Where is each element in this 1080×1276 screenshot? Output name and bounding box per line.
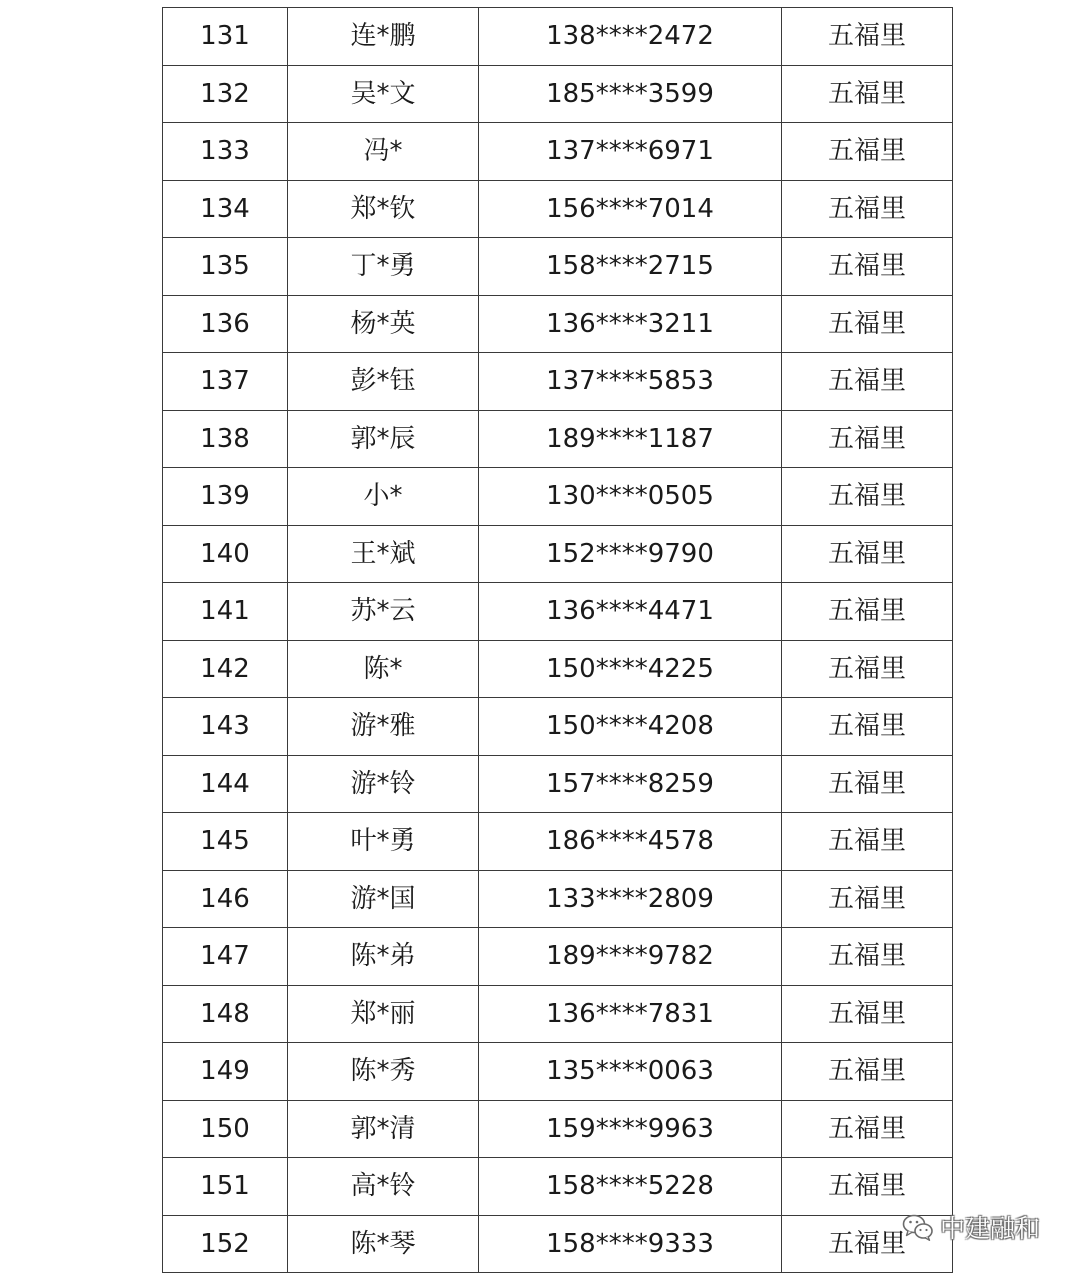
row-number-cell: 142 (163, 640, 288, 698)
community-cell: 五福里 (782, 123, 953, 181)
name-cell: 游*雅 (288, 698, 479, 756)
watermark (902, 1210, 1040, 1244)
community-cell: 五福里 (782, 928, 953, 986)
phone-cell: 133****2809 (479, 870, 782, 928)
phone-cell: 156****7014 (479, 180, 782, 238)
phone-cell: 189****9782 (479, 928, 782, 986)
phone-cell: 137****5853 (479, 353, 782, 411)
community-cell: 五福里 (782, 525, 953, 583)
table-row (163, 583, 953, 641)
row-number-cell: 144 (163, 755, 288, 813)
row-number-cell: 138 (163, 410, 288, 468)
name-cell: 高*铃 (288, 1158, 479, 1216)
community-cell: 五福里 (782, 870, 953, 928)
row-number-cell: 151 (163, 1158, 288, 1216)
phone-cell: 158****9333 (479, 1215, 782, 1273)
community-cell: 五福里 (782, 1215, 953, 1273)
community-cell: 五福里 (782, 1043, 953, 1101)
phone-cell: 186****4578 (479, 813, 782, 871)
watermark-text: 中建融和 (940, 1214, 1041, 1243)
phone-cell: 130****0505 (479, 468, 782, 526)
community-cell: 五福里 (782, 640, 953, 698)
table-row (163, 813, 953, 871)
community-cell: 五福里 (782, 65, 953, 123)
phone-cell: 158****5228 (479, 1158, 782, 1216)
table-row (163, 1215, 953, 1273)
name-cell: 陈* (288, 640, 479, 698)
phone-cell: 189****1187 (479, 410, 782, 468)
phone-cell: 150****4208 (479, 698, 782, 756)
community-cell: 五福里 (782, 353, 953, 411)
table-row (163, 870, 953, 928)
row-number-cell: 135 (163, 238, 288, 296)
name-cell: 游*铃 (288, 755, 479, 813)
community-cell: 五福里 (782, 410, 953, 468)
name-cell: 冯* (288, 123, 479, 181)
community-cell: 五福里 (782, 755, 953, 813)
row-number-cell: 134 (163, 180, 288, 238)
row-number-cell: 133 (163, 123, 288, 181)
row-number-cell: 147 (163, 928, 288, 986)
row-number-cell: 131 (163, 8, 288, 66)
community-cell: 五福里 (782, 238, 953, 296)
name-cell: 连*鹏 (288, 8, 479, 66)
table-row (163, 698, 953, 756)
name-cell: 陈*秀 (288, 1043, 479, 1101)
name-cell: 小* (288, 468, 479, 526)
table-row (163, 123, 953, 181)
name-cell: 郭*清 (288, 1100, 479, 1158)
table-row (163, 295, 953, 353)
phone-cell: 136****7831 (479, 985, 782, 1043)
phone-cell: 136****3211 (479, 295, 782, 353)
row-number-cell: 136 (163, 295, 288, 353)
name-cell: 郭*辰 (288, 410, 479, 468)
phone-cell: 137****6971 (479, 123, 782, 181)
table-row (163, 238, 953, 296)
table-row (163, 928, 953, 986)
community-cell: 五福里 (782, 8, 953, 66)
phone-cell: 152****9790 (479, 525, 782, 583)
table-row (163, 468, 953, 526)
row-number-cell: 145 (163, 813, 288, 871)
row-number-cell: 143 (163, 698, 288, 756)
table-row (163, 1100, 953, 1158)
table-row (163, 180, 953, 238)
name-cell: 陈*琴 (288, 1215, 479, 1273)
name-cell: 杨*英 (288, 295, 479, 353)
community-cell: 五福里 (782, 985, 953, 1043)
phone-cell: 158****2715 (479, 238, 782, 296)
name-cell: 苏*云 (288, 583, 479, 641)
row-number-cell: 152 (163, 1215, 288, 1273)
phone-cell: 150****4225 (479, 640, 782, 698)
table-row (163, 1043, 953, 1101)
phone-cell: 136****4471 (479, 583, 782, 641)
community-cell: 五福里 (782, 813, 953, 871)
community-cell: 五福里 (782, 583, 953, 641)
row-number-cell: 146 (163, 870, 288, 928)
row-number-cell: 132 (163, 65, 288, 123)
community-cell: 五福里 (782, 1100, 953, 1158)
name-cell: 叶*勇 (288, 813, 479, 871)
phone-cell: 138****2472 (479, 8, 782, 66)
name-cell: 郑*丽 (288, 985, 479, 1043)
phone-cell: 157****8259 (479, 755, 782, 813)
phone-cell: 185****3599 (479, 65, 782, 123)
wechat-icon (902, 1212, 934, 1242)
row-number-cell: 140 (163, 525, 288, 583)
row-number-cell: 141 (163, 583, 288, 641)
name-cell: 陈*弟 (288, 928, 479, 986)
table-row (163, 755, 953, 813)
row-number-cell: 150 (163, 1100, 288, 1158)
table-row (163, 353, 953, 411)
community-cell: 五福里 (782, 295, 953, 353)
name-cell: 游*国 (288, 870, 479, 928)
table-row (163, 410, 953, 468)
name-cell: 吴*文 (288, 65, 479, 123)
row-number-cell: 149 (163, 1043, 288, 1101)
table-row (163, 640, 953, 698)
table-row (163, 8, 953, 66)
community-cell: 五福里 (782, 468, 953, 526)
name-cell: 郑*钦 (288, 180, 479, 238)
community-cell: 五福里 (782, 180, 953, 238)
roster-table-body (163, 8, 953, 1273)
row-number-cell: 148 (163, 985, 288, 1043)
community-cell: 五福里 (782, 1158, 953, 1216)
table-row (163, 525, 953, 583)
table-row (163, 65, 953, 123)
phone-cell: 159****9963 (479, 1100, 782, 1158)
name-cell: 丁*勇 (288, 238, 479, 296)
table-row (163, 1158, 953, 1216)
community-cell: 五福里 (782, 698, 953, 756)
row-number-cell: 139 (163, 468, 288, 526)
name-cell: 王*斌 (288, 525, 479, 583)
roster-table (162, 7, 953, 1273)
table-row (163, 985, 953, 1043)
phone-cell: 135****0063 (479, 1043, 782, 1101)
row-number-cell: 137 (163, 353, 288, 411)
name-cell: 彭*钰 (288, 353, 479, 411)
